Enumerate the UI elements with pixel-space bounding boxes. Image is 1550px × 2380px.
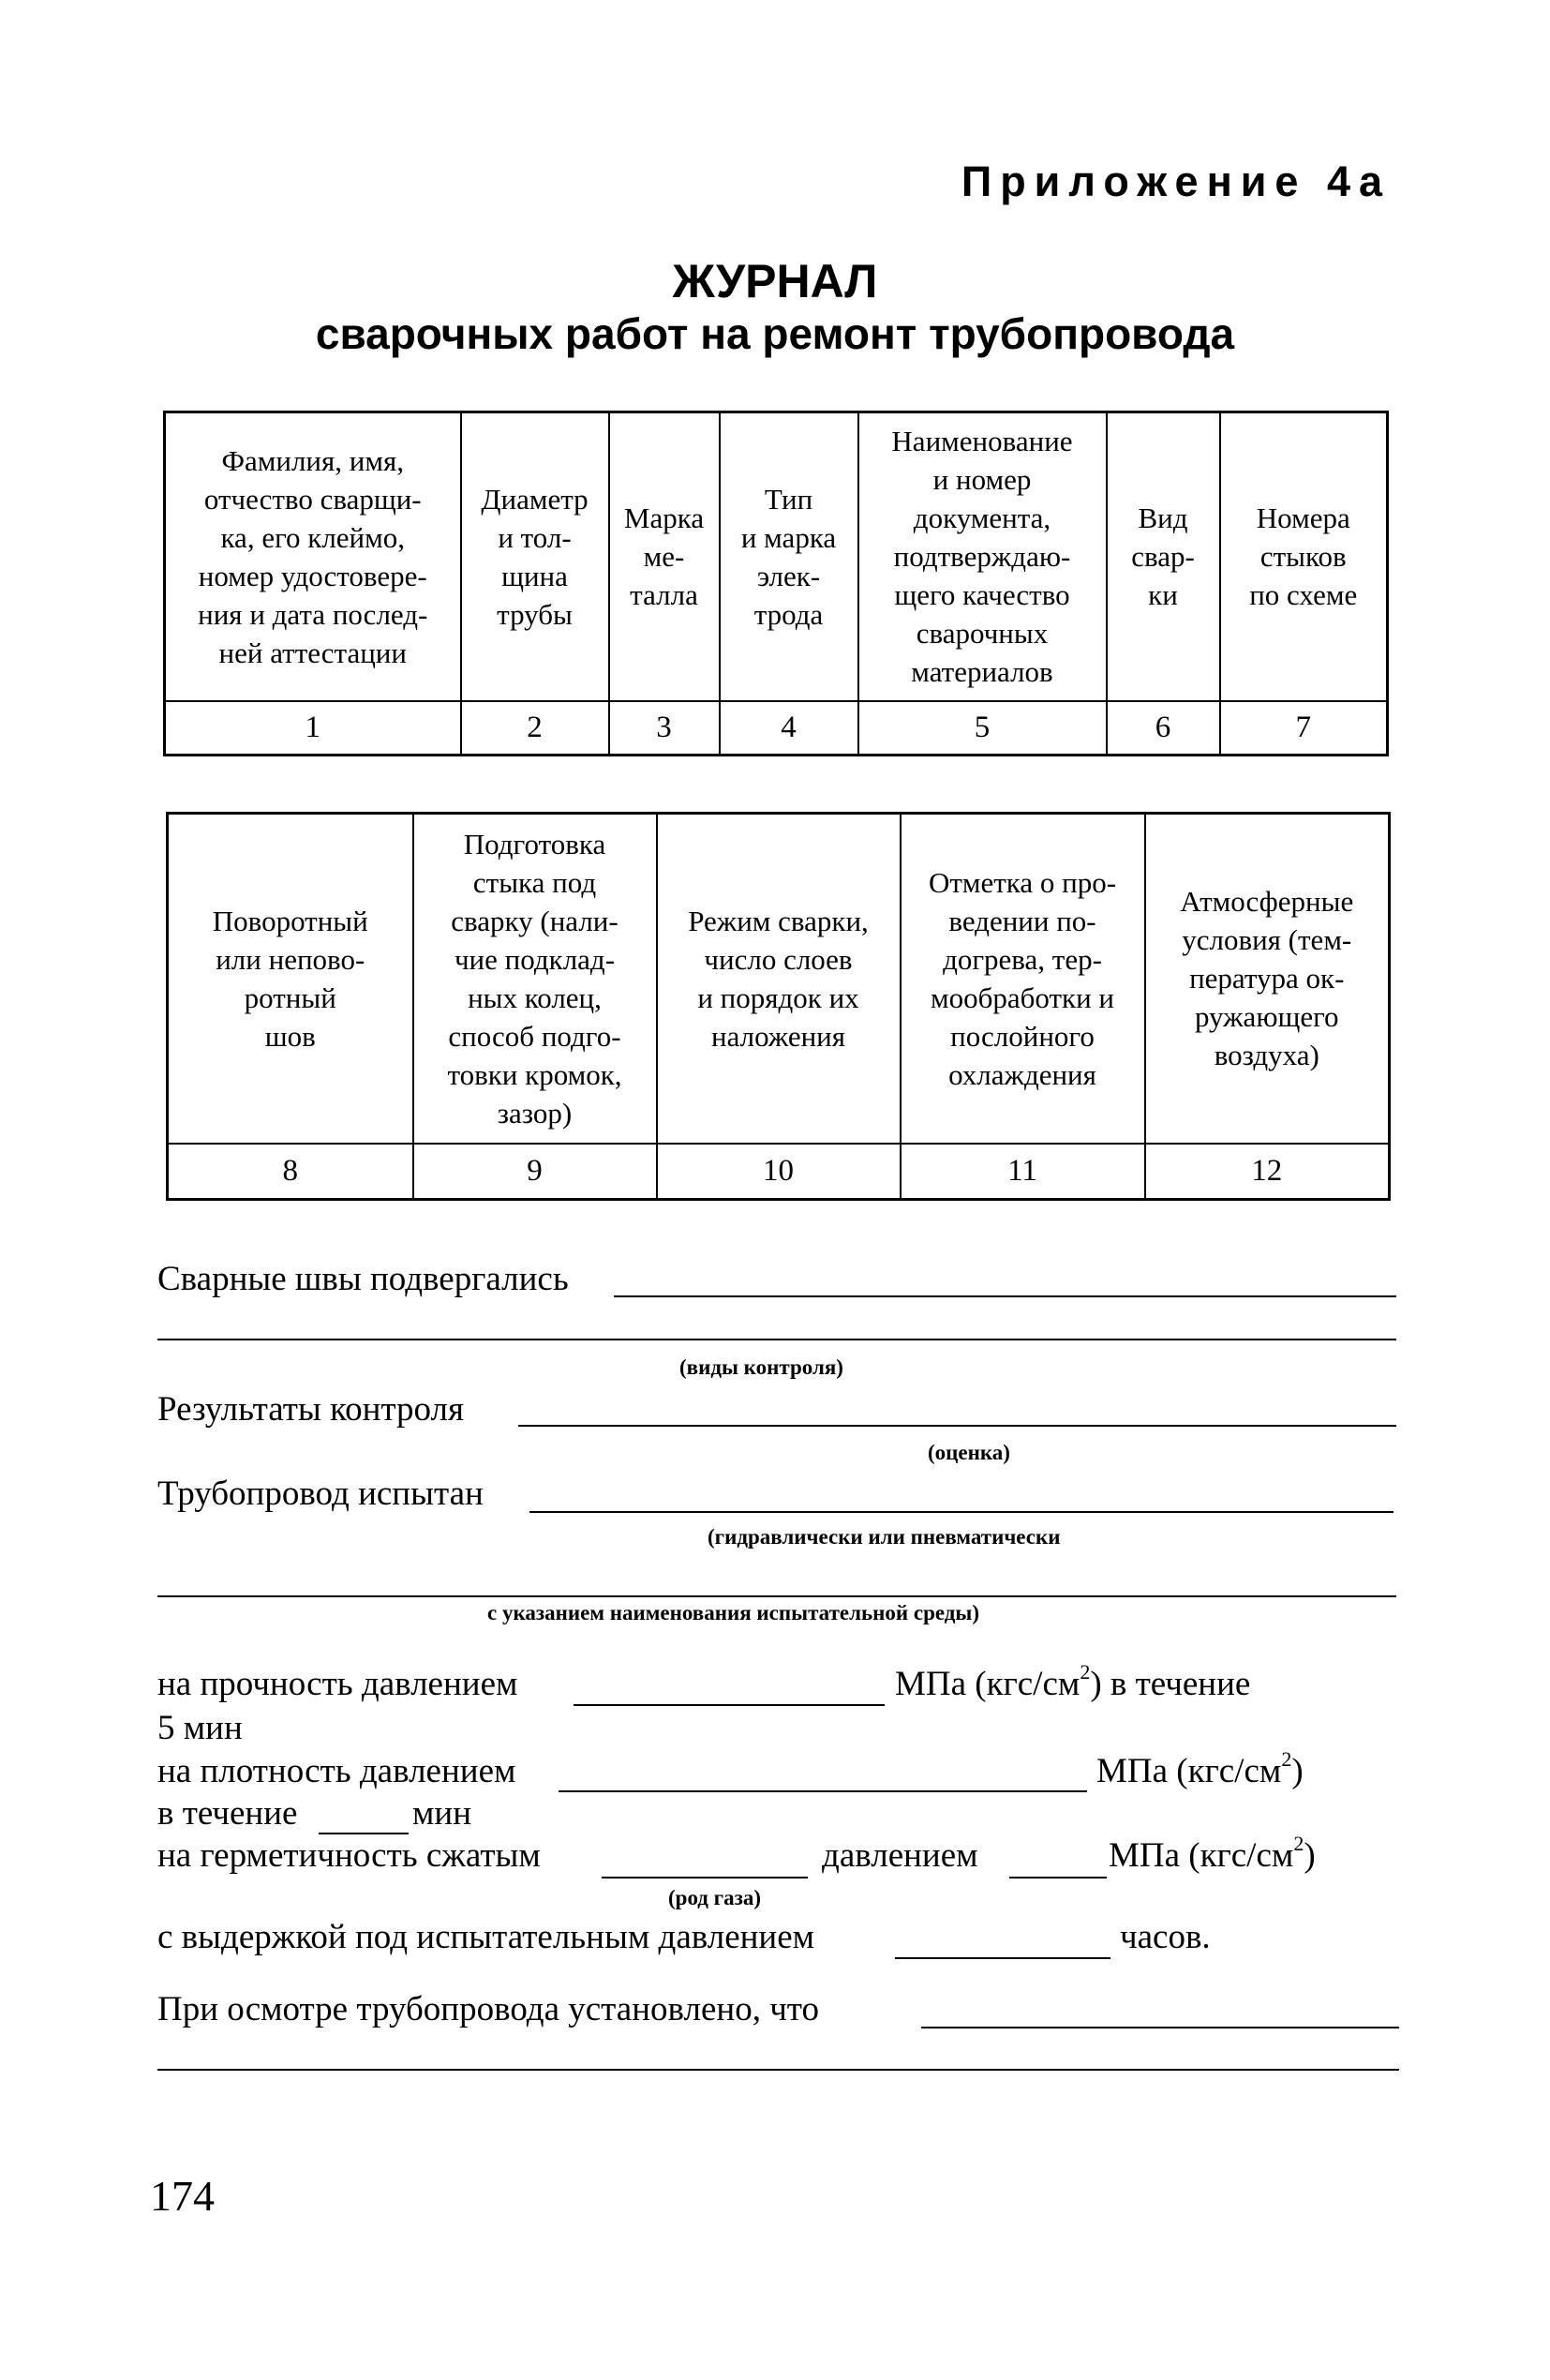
column-number: 10 bbox=[657, 1144, 901, 1200]
hermetic-pressure-line[interactable] bbox=[1009, 1877, 1107, 1879]
header-cell-electrode: Тип и марка элек- трода bbox=[720, 412, 858, 701]
page-subtitle: сварочных работ на ремонт трубопровода bbox=[315, 309, 1235, 358]
page-title: ЖУРНАЛ bbox=[672, 255, 878, 307]
table-header-row bbox=[165, 412, 1388, 701]
strength-pressure-line[interactable] bbox=[574, 1704, 885, 1706]
column-number: 6 bbox=[1107, 701, 1220, 756]
pipeline-label: Трубопровод испытан bbox=[157, 1474, 484, 1513]
hold-label: с выдержкой под испытательным давлением bbox=[157, 1918, 815, 1956]
medium-fill-line[interactable] bbox=[157, 1595, 1396, 1597]
table-number-row bbox=[165, 701, 1388, 756]
appendix-label: Приложение 4а bbox=[961, 157, 1391, 205]
superscript-2: 2 bbox=[1281, 1747, 1292, 1771]
header-cell-joint-preparation: Подготовка стыка под сварку (нали- чие подклад- ных колец, способ подго- товки кромок, зазор) bbox=[413, 814, 657, 1144]
table-header-row bbox=[168, 814, 1390, 1144]
welds-label: Сварные швы подвергались bbox=[157, 1260, 569, 1298]
gas-type-line[interactable] bbox=[602, 1877, 808, 1879]
welding-journal-table-2 bbox=[166, 812, 1391, 1201]
table-number-row bbox=[168, 1144, 1390, 1200]
header-cell-welding-type: Вид свар- ки bbox=[1107, 412, 1220, 701]
density-minutes-line[interactable] bbox=[319, 1833, 409, 1834]
density-during-label: в течение bbox=[157, 1794, 298, 1833]
column-number: 1 bbox=[165, 701, 461, 756]
column-number: 8 bbox=[168, 1144, 413, 1200]
column-number: 11 bbox=[901, 1144, 1145, 1200]
pipeline-note: (гидравлически или пневматически bbox=[708, 1525, 1061, 1549]
density-units bbox=[1096, 1747, 1304, 1791]
hermetic-units bbox=[1109, 1832, 1316, 1876]
header-cell-welder: Фамилия, имя, отчество сварщи- ка, его клеймо, номер удостовере- ния и дата послед- ней аттестации bbox=[165, 412, 461, 701]
results-label: Результаты контроля bbox=[157, 1390, 464, 1429]
inspection-fill-line-2[interactable] bbox=[157, 2069, 1399, 2071]
header-cell-document: Наименование и номер документа, подтверждаю- щего качество сварочных материалов bbox=[858, 412, 1107, 701]
mpa-label: МПа (кгс/см bbox=[895, 1665, 1081, 1703]
column-number: 5 bbox=[858, 701, 1107, 756]
header-cell-weather: Атмосферные условия (тем- пература ок- ружающего воздуха) bbox=[1145, 814, 1390, 1144]
header-cell-heat-treatment: Отметка о про- ведении по- догрева, тер- мообработки и послойного охлаждения bbox=[901, 814, 1145, 1144]
strength-units bbox=[895, 1660, 1251, 1704]
during-label: в течение bbox=[1110, 1665, 1251, 1703]
density-label: на плотность давлением bbox=[157, 1752, 516, 1790]
hold-hours-line[interactable] bbox=[895, 1957, 1110, 1959]
inspection-fill-line[interactable] bbox=[921, 2027, 1399, 2028]
header-cell-welding-mode: Режим сварки, число слоев и порядок их наложения bbox=[657, 814, 901, 1144]
results-note: (оценка) bbox=[928, 1441, 1010, 1464]
close-paren: ) bbox=[1090, 1665, 1102, 1703]
welds-fill-line[interactable] bbox=[614, 1295, 1396, 1297]
welds-fill-line-2[interactable] bbox=[157, 1339, 1396, 1340]
welding-journal-table-1 bbox=[163, 411, 1389, 756]
column-number: 4 bbox=[720, 701, 858, 756]
hours-label: часов. bbox=[1120, 1918, 1211, 1956]
results-fill-line[interactable] bbox=[518, 1425, 1396, 1427]
column-number: 7 bbox=[1220, 701, 1388, 756]
hermetic-pressure-word: давлением bbox=[822, 1836, 978, 1875]
mpa-label: МПа (кгс/см bbox=[1096, 1752, 1282, 1790]
header-cell-joint-numbers: Номера стыков по схеме bbox=[1220, 412, 1388, 701]
column-number: 12 bbox=[1145, 1144, 1390, 1200]
page-number: 174 bbox=[150, 2172, 215, 2220]
hermetic-label: на герметичность сжатым bbox=[157, 1836, 541, 1875]
close-paren: ) bbox=[1304, 1836, 1316, 1875]
welds-note: (виды контроля) bbox=[679, 1355, 843, 1379]
header-cell-metal-grade: Марка ме- талла bbox=[609, 412, 720, 701]
gas-note: (род газа) bbox=[668, 1886, 762, 1909]
column-number: 3 bbox=[609, 701, 720, 756]
mpa-label: МПа (кгс/см bbox=[1109, 1836, 1294, 1875]
superscript-2: 2 bbox=[1080, 1660, 1091, 1684]
density-pressure-line[interactable] bbox=[559, 1790, 1087, 1792]
strength-duration: 5 мин bbox=[157, 1709, 243, 1747]
density-minutes-label: мин bbox=[412, 1794, 472, 1833]
close-paren: ) bbox=[1291, 1752, 1304, 1790]
header-cell-pipe-diameter: Диаметр и тол- щина трубы bbox=[461, 412, 609, 701]
superscript-2: 2 bbox=[1293, 1832, 1304, 1855]
strength-label: на прочность давлением bbox=[157, 1665, 518, 1703]
column-number: 9 bbox=[413, 1144, 657, 1200]
header-cell-seam-type: Поворотный или непово- ротный шов bbox=[168, 814, 413, 1144]
medium-note: с указанием наименования испытательной среды) bbox=[487, 1601, 980, 1624]
inspection-label: При осмотре трубопровода установлено, что bbox=[157, 1990, 819, 2028]
column-number: 2 bbox=[461, 701, 609, 756]
pipeline-fill-line[interactable] bbox=[529, 1511, 1394, 1513]
